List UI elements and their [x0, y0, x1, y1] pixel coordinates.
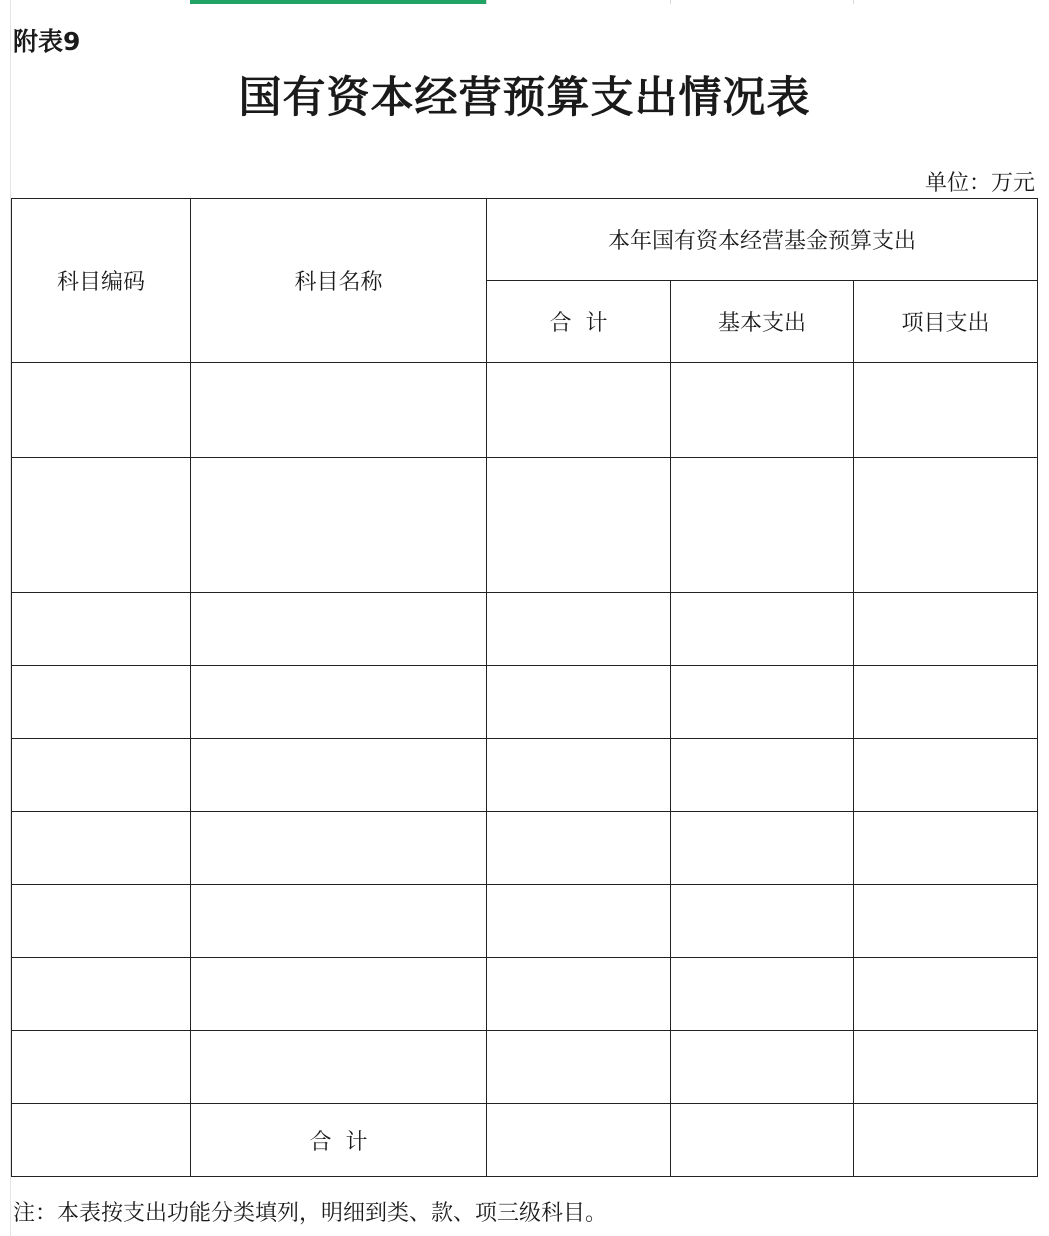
- table-row: [12, 812, 1038, 885]
- cell[interactable]: [487, 812, 671, 885]
- table-row: [12, 666, 1038, 739]
- cell[interactable]: [671, 593, 854, 666]
- cell[interactable]: [12, 958, 191, 1031]
- cell[interactable]: [191, 885, 487, 958]
- cell[interactable]: [191, 812, 487, 885]
- cell[interactable]: [671, 958, 854, 1031]
- total-row: [12, 1104, 1038, 1177]
- cell[interactable]: [854, 666, 1038, 739]
- header-subject-name[interactable]: 科目名称: [191, 199, 487, 363]
- cell[interactable]: [487, 593, 671, 666]
- cell[interactable]: [12, 458, 191, 593]
- cell[interactable]: [854, 958, 1038, 1031]
- cell[interactable]: [12, 885, 191, 958]
- header-group-expenditure[interactable]: 本年国有资本经营基金预算支出: [487, 199, 1038, 281]
- cell[interactable]: [854, 458, 1038, 593]
- table-row: [12, 458, 1038, 593]
- cell[interactable]: [854, 739, 1038, 812]
- cell[interactable]: [487, 1104, 671, 1177]
- cell[interactable]: [12, 1104, 191, 1177]
- cell[interactable]: [487, 666, 671, 739]
- cell[interactable]: [671, 739, 854, 812]
- cell[interactable]: [854, 1031, 1038, 1104]
- cell[interactable]: [12, 1031, 191, 1104]
- cell[interactable]: [191, 363, 487, 458]
- cell[interactable]: [12, 593, 191, 666]
- header-total[interactable]: 合 计: [487, 281, 671, 363]
- total-row-label[interactable]: 合 计: [191, 1104, 487, 1177]
- cell[interactable]: [191, 958, 487, 1031]
- cell[interactable]: [854, 593, 1038, 666]
- appendix-label: 附表9: [13, 27, 81, 56]
- cell[interactable]: [191, 666, 487, 739]
- cell[interactable]: [487, 739, 671, 812]
- cell[interactable]: [487, 958, 671, 1031]
- selected-column-indicator: [190, 0, 486, 4]
- cell[interactable]: [854, 363, 1038, 458]
- table-row: [12, 739, 1038, 812]
- cell[interactable]: [487, 1031, 671, 1104]
- header-project-expenditure[interactable]: 项目支出: [854, 281, 1038, 363]
- sheet-top-gridline: [0, 0, 1049, 4]
- cell[interactable]: [671, 885, 854, 958]
- cell[interactable]: [854, 812, 1038, 885]
- cell[interactable]: [671, 1104, 854, 1177]
- cell[interactable]: [191, 593, 487, 666]
- header-basic-expenditure[interactable]: 基本支出: [671, 281, 854, 363]
- cell[interactable]: [671, 363, 854, 458]
- budget-table: [11, 198, 1038, 1177]
- table-row: [12, 363, 1038, 458]
- cell[interactable]: [12, 363, 191, 458]
- cell[interactable]: [191, 458, 487, 593]
- cell[interactable]: [671, 812, 854, 885]
- cell[interactable]: [854, 1104, 1038, 1177]
- table-row: [12, 958, 1038, 1031]
- cell[interactable]: [671, 666, 854, 739]
- header-row: [12, 199, 1038, 281]
- cell[interactable]: [12, 666, 191, 739]
- cell[interactable]: [854, 885, 1038, 958]
- cell[interactable]: [671, 458, 854, 593]
- cell[interactable]: [487, 363, 671, 458]
- table-row: [12, 885, 1038, 958]
- header-subject-code[interactable]: 科目编码: [12, 199, 191, 363]
- cell[interactable]: [487, 885, 671, 958]
- table-row: [12, 1031, 1038, 1104]
- cell[interactable]: [191, 739, 487, 812]
- cell[interactable]: [12, 739, 191, 812]
- table-row: [12, 593, 1038, 666]
- cell[interactable]: [487, 458, 671, 593]
- footnote: 注：本表按支出功能分类填列，明细到类、款、项三级科目。: [13, 1201, 608, 1226]
- page-title: 国有资本经营预算支出情况表: [238, 73, 811, 123]
- cell[interactable]: [671, 1031, 854, 1104]
- unit-label: 单位：万元: [924, 171, 1035, 196]
- cell[interactable]: [191, 1031, 487, 1104]
- cell[interactable]: [12, 812, 191, 885]
